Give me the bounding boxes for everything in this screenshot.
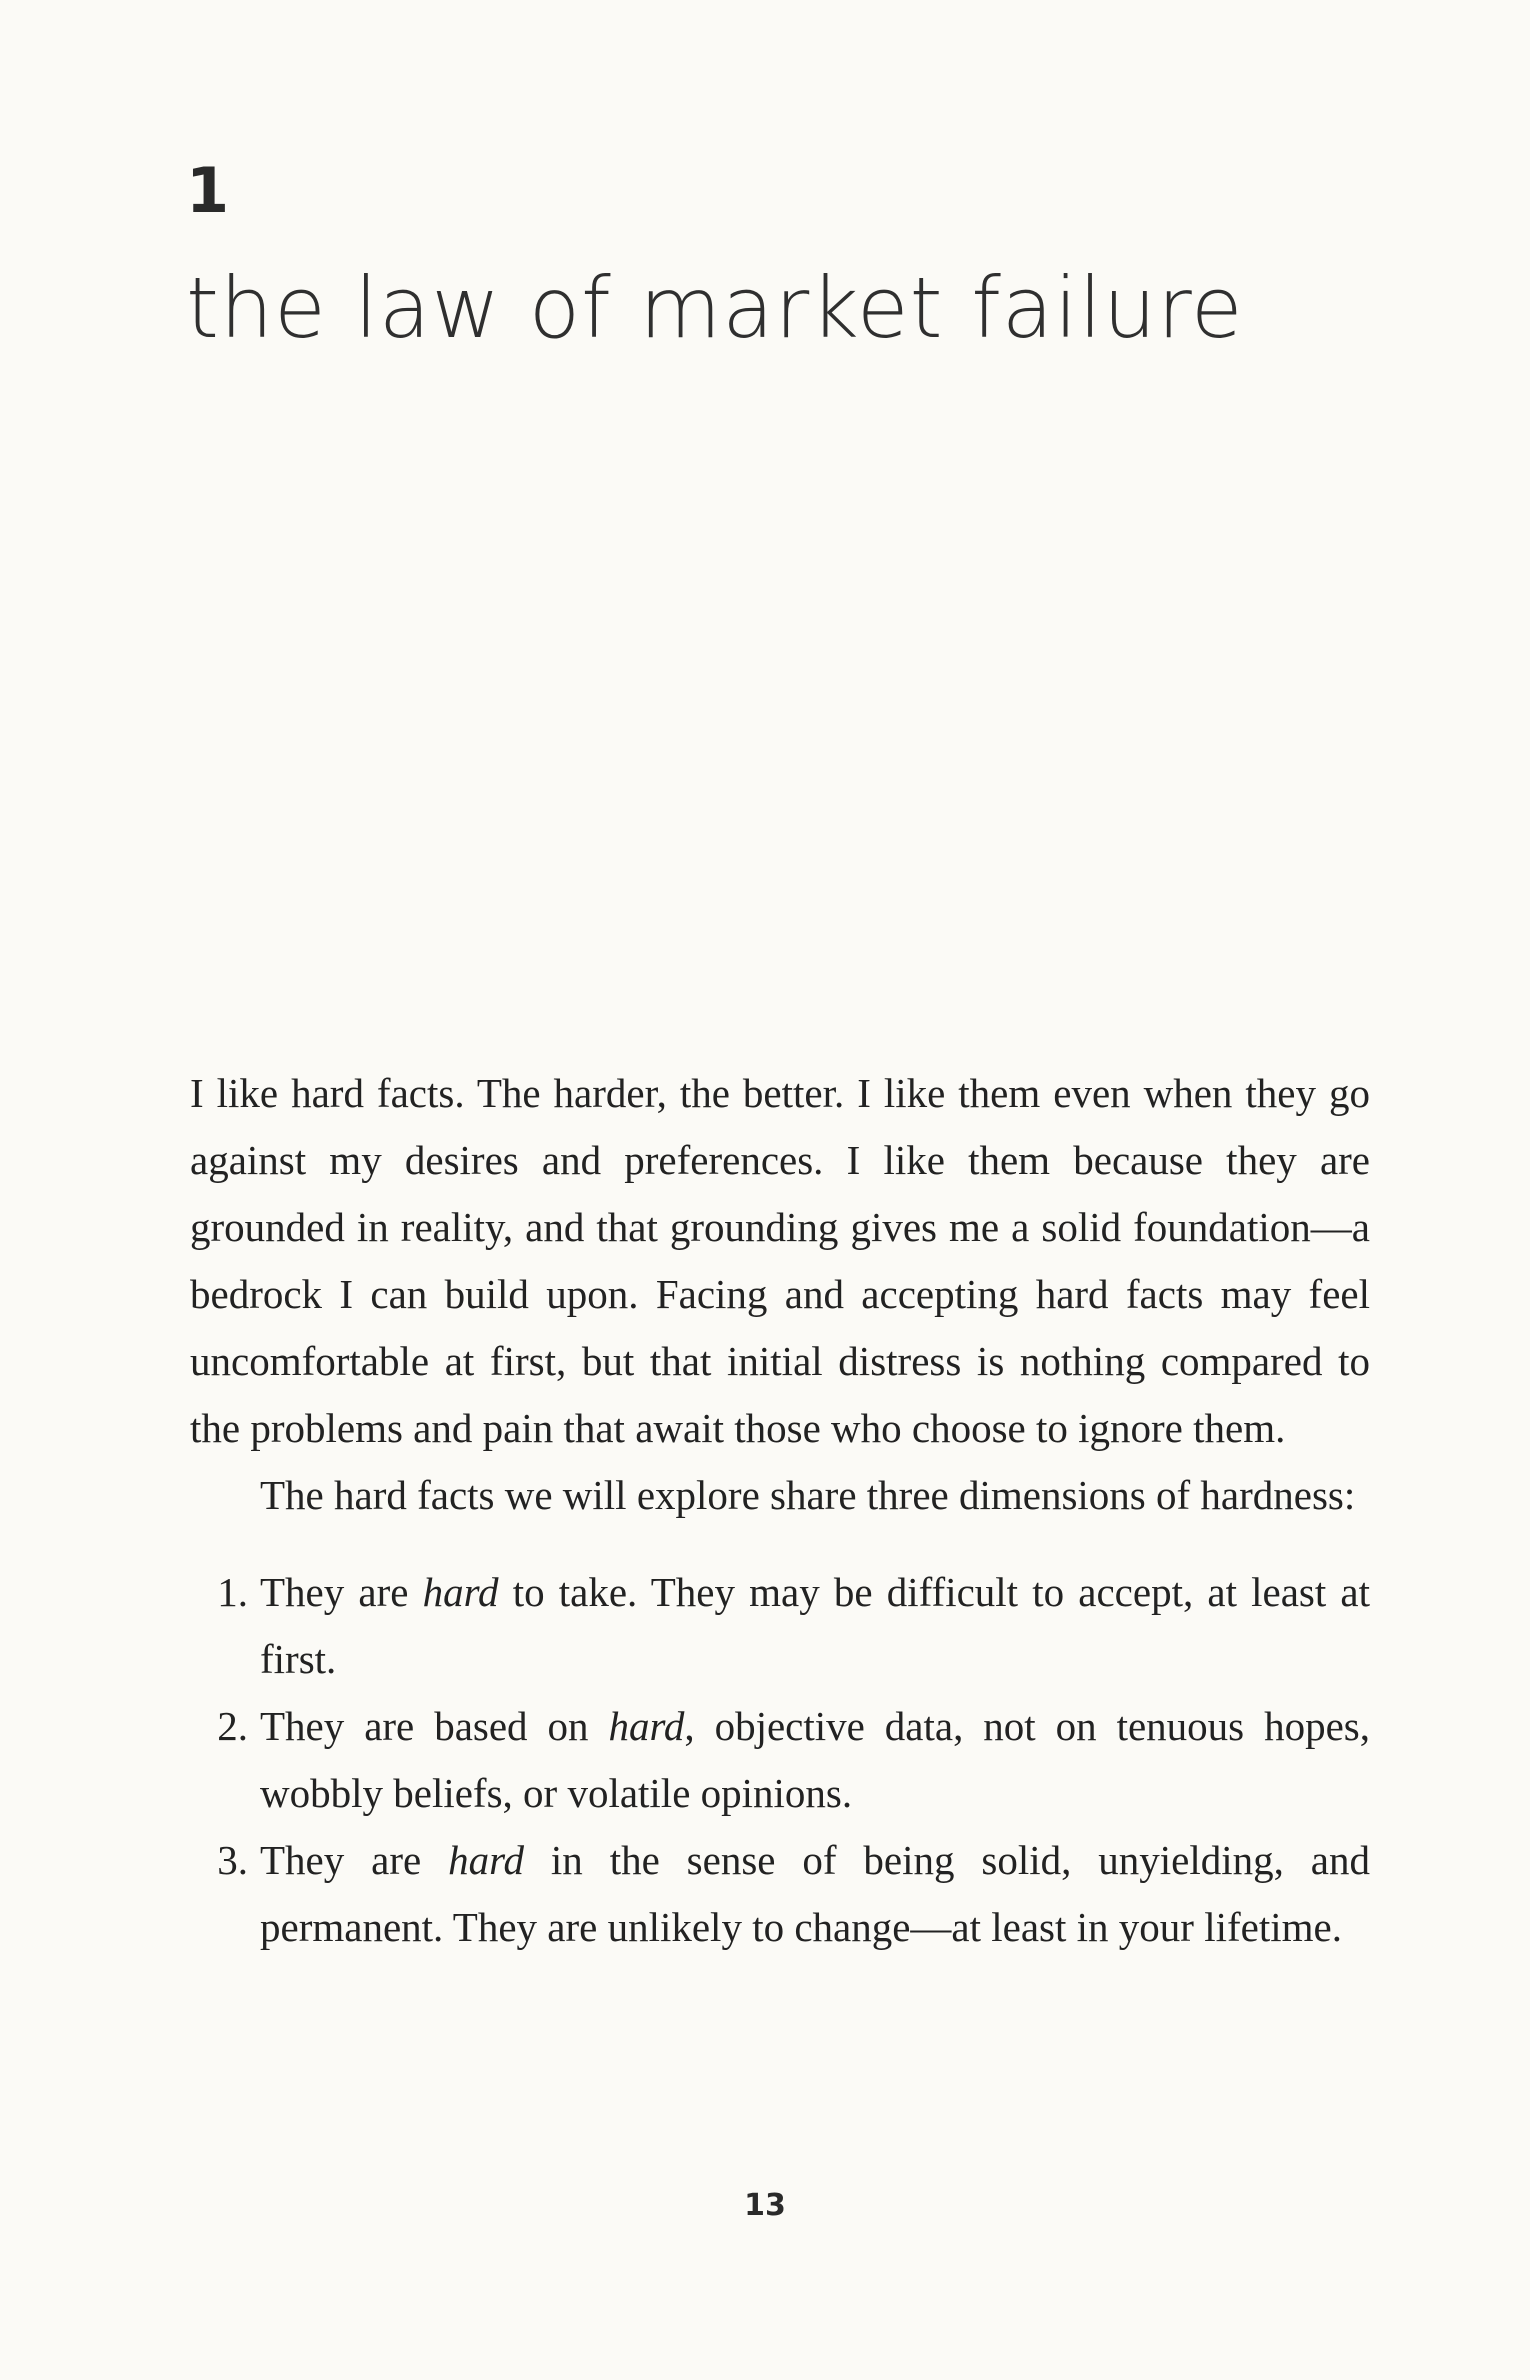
body-text: [190, 1060, 1370, 1961]
list-item: [190, 1827, 1370, 1961]
list-item-number: 1.: [217, 1569, 248, 1615]
emphasis-hard: hard: [608, 1703, 685, 1749]
hard-facts-list: [190, 1559, 1370, 1961]
emphasis-hard: hard: [422, 1569, 499, 1615]
paragraph-intro: I like hard facts. The harder, the better. I like them even when they go against my desires and preferences. I like them because they are grounded in reality, and that grounding gives me a solid foundation—a bedrock I can build upon. Facing and accepting hard facts may feel uncomfortable at first, but that initial distress is nothing compared to the problems and pain that await those who choose to ignore them.: [190, 1070, 1370, 1451]
list-item-text: They are hard to take. They may be difficult to accept, at least at first.: [260, 1569, 1370, 1682]
emphasis-hard: hard: [448, 1837, 525, 1883]
chapter-title: the law of market failure: [186, 259, 1244, 357]
list-item-number: 2.: [217, 1703, 248, 1749]
chapter-number: 1: [186, 154, 230, 227]
list-item: [190, 1559, 1370, 1693]
list-item-number: 3.: [217, 1837, 248, 1883]
list-item: [190, 1693, 1370, 1827]
page-number: 13: [744, 2188, 786, 2223]
paragraph-dimensions: The hard facts we will explore share three dimensions of hardness:: [260, 1472, 1356, 1518]
list-item-text: They are based on hard, objective data, not on tenuous hopes, wobbly beliefs, or volatile opinions.: [260, 1703, 1370, 1816]
list-item-text: They are hard in the sense of being solid, unyielding, and permanent. They are unlikely to change—at least in your lifetime.: [260, 1837, 1370, 1950]
